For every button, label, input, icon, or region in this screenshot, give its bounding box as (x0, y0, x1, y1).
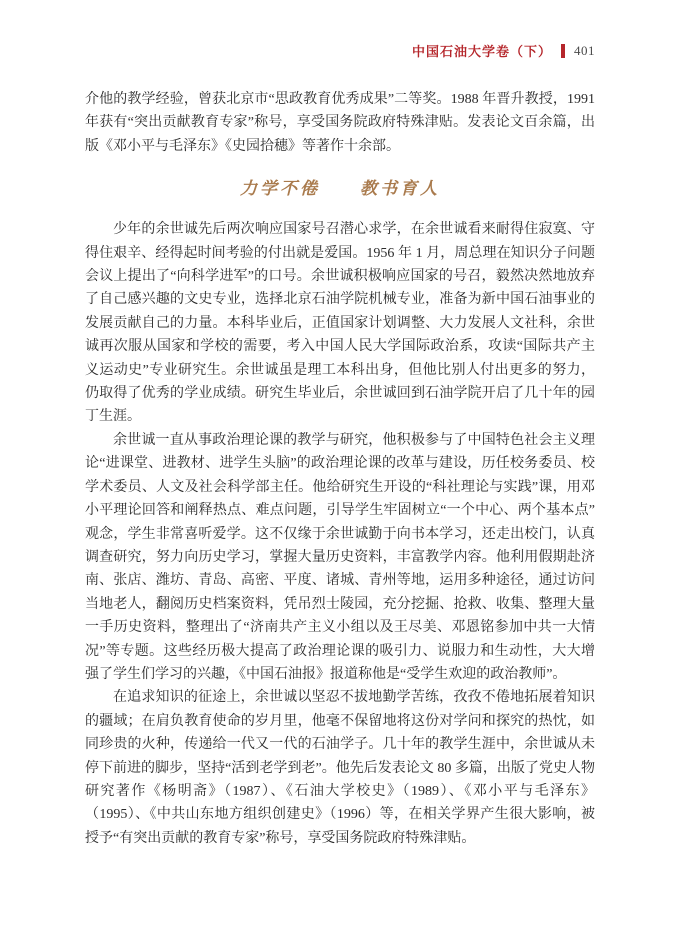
page-header (412, 41, 595, 60)
page-body (85, 88, 595, 850)
paragraph-continuation: 介他的教学经验，曾获北京市“思政教育优秀成果”二等奖。1988 年晋升教授，1991 年获有“突出贡献教育专家”称号，享受国务院政府特殊津贴。发表论文百余篇，出版《邓小平与毛泽东》《史园拾穗》等著作十余部。 (85, 92, 595, 154)
header-divider-bar (561, 44, 565, 58)
paragraph: 少年的余世诚先后两次响应国家号召潜心求学，在余世诚看来耐得住寂寞、守得住艰辛、经得起时间考验的付出就是爱国。1956 年 1 月，周总理在知识分子问题会议上提出了“向科学进军”的口号。余世诚积极响应国家的号召，毅然决然地放弃了自己感兴趣的文史专业，选择北京石油学院机械专业，准备为新中国石油事业的发展贡献自己的力量。本科毕业后，正值国家计划调整、大力发展人文社科，余世诚再次服从国家和学校的需要，考入中国人民大学国际政治系，攻读“国际共产主义运动史”专业研究生。余世诚虽是理工本科出身，但他比别人付出更多的努力，仍取得了优秀的学业成绩。研究生毕业后，余世诚回到石油学院开启了几十年的园丁生涯。 (85, 222, 595, 425)
paragraph: 余世诚一直从事政治理论课的教学与研究，他积极参与了中国特色社会主义理论“进课堂、进教材、进学生头脑”的政治理论课的改革与建设，历任校务委员、校学术委员、人文及社会科学部主任。他给研究生开设的“科社理论与实践”课，用邓小平理论回答和阐释热点、难点问题，引导学生牢固树立“一个中心、两个基本点”观念，学生非常喜听爱学。这不仅缘于余世诚勤于向书本学习，还走出校门，认真调查研究，努力向历史学习，掌握大量历史资料，丰富教学内容。他利用假期赴济南、张店、潍坊、青岛、高密、平度、诸城、青州等地，运用多种途径，通过访问当地老人，翻阅历史档案资料，凭吊烈士陵园，充分挖掘、抢救、收集、整理大量一手历史资料，整理出了“济南共产主义小组以及王尽美、邓恩铭参加中共一大情况”等专题。这些经历极大提高了政治理论课的吸引力、说服力和生动性，大大增强了学生们学习的兴趣，《中国石油报》报道称他是“受学生欢迎的政治教师”。 (85, 432, 595, 682)
page-number: 401 (574, 42, 595, 58)
section-heading: 力学不倦 教书育人 (240, 179, 440, 199)
paragraph: 在追求知识的征途上，余世诚以坚忍不拔地勤学苦练，孜孜不倦地拓展着知识的疆域；在肩负教育使命的岁月里，他毫不保留地将这份对学问和探究的热忱，如同珍贵的火种，传递给一代又一代的石油学子。几十年的教学生涯中，余世诚从未停下前进的脚步，坚持“活到老学到老”。他先后发表论文 80 多篇，出版了党史人物研究著作《杨明斋》（1987）、《石油大学校史》（1989）、《邓小平与毛泽东》（1995）、《中共山东地方组织创建史》（1996）等，在相关学界产生很大影响，被授予“有突出贡献的教育专家”称号，享受国务院政府特殊津贴。 (85, 690, 595, 846)
running-head: 中国石油大学卷（下） (411, 44, 552, 59)
